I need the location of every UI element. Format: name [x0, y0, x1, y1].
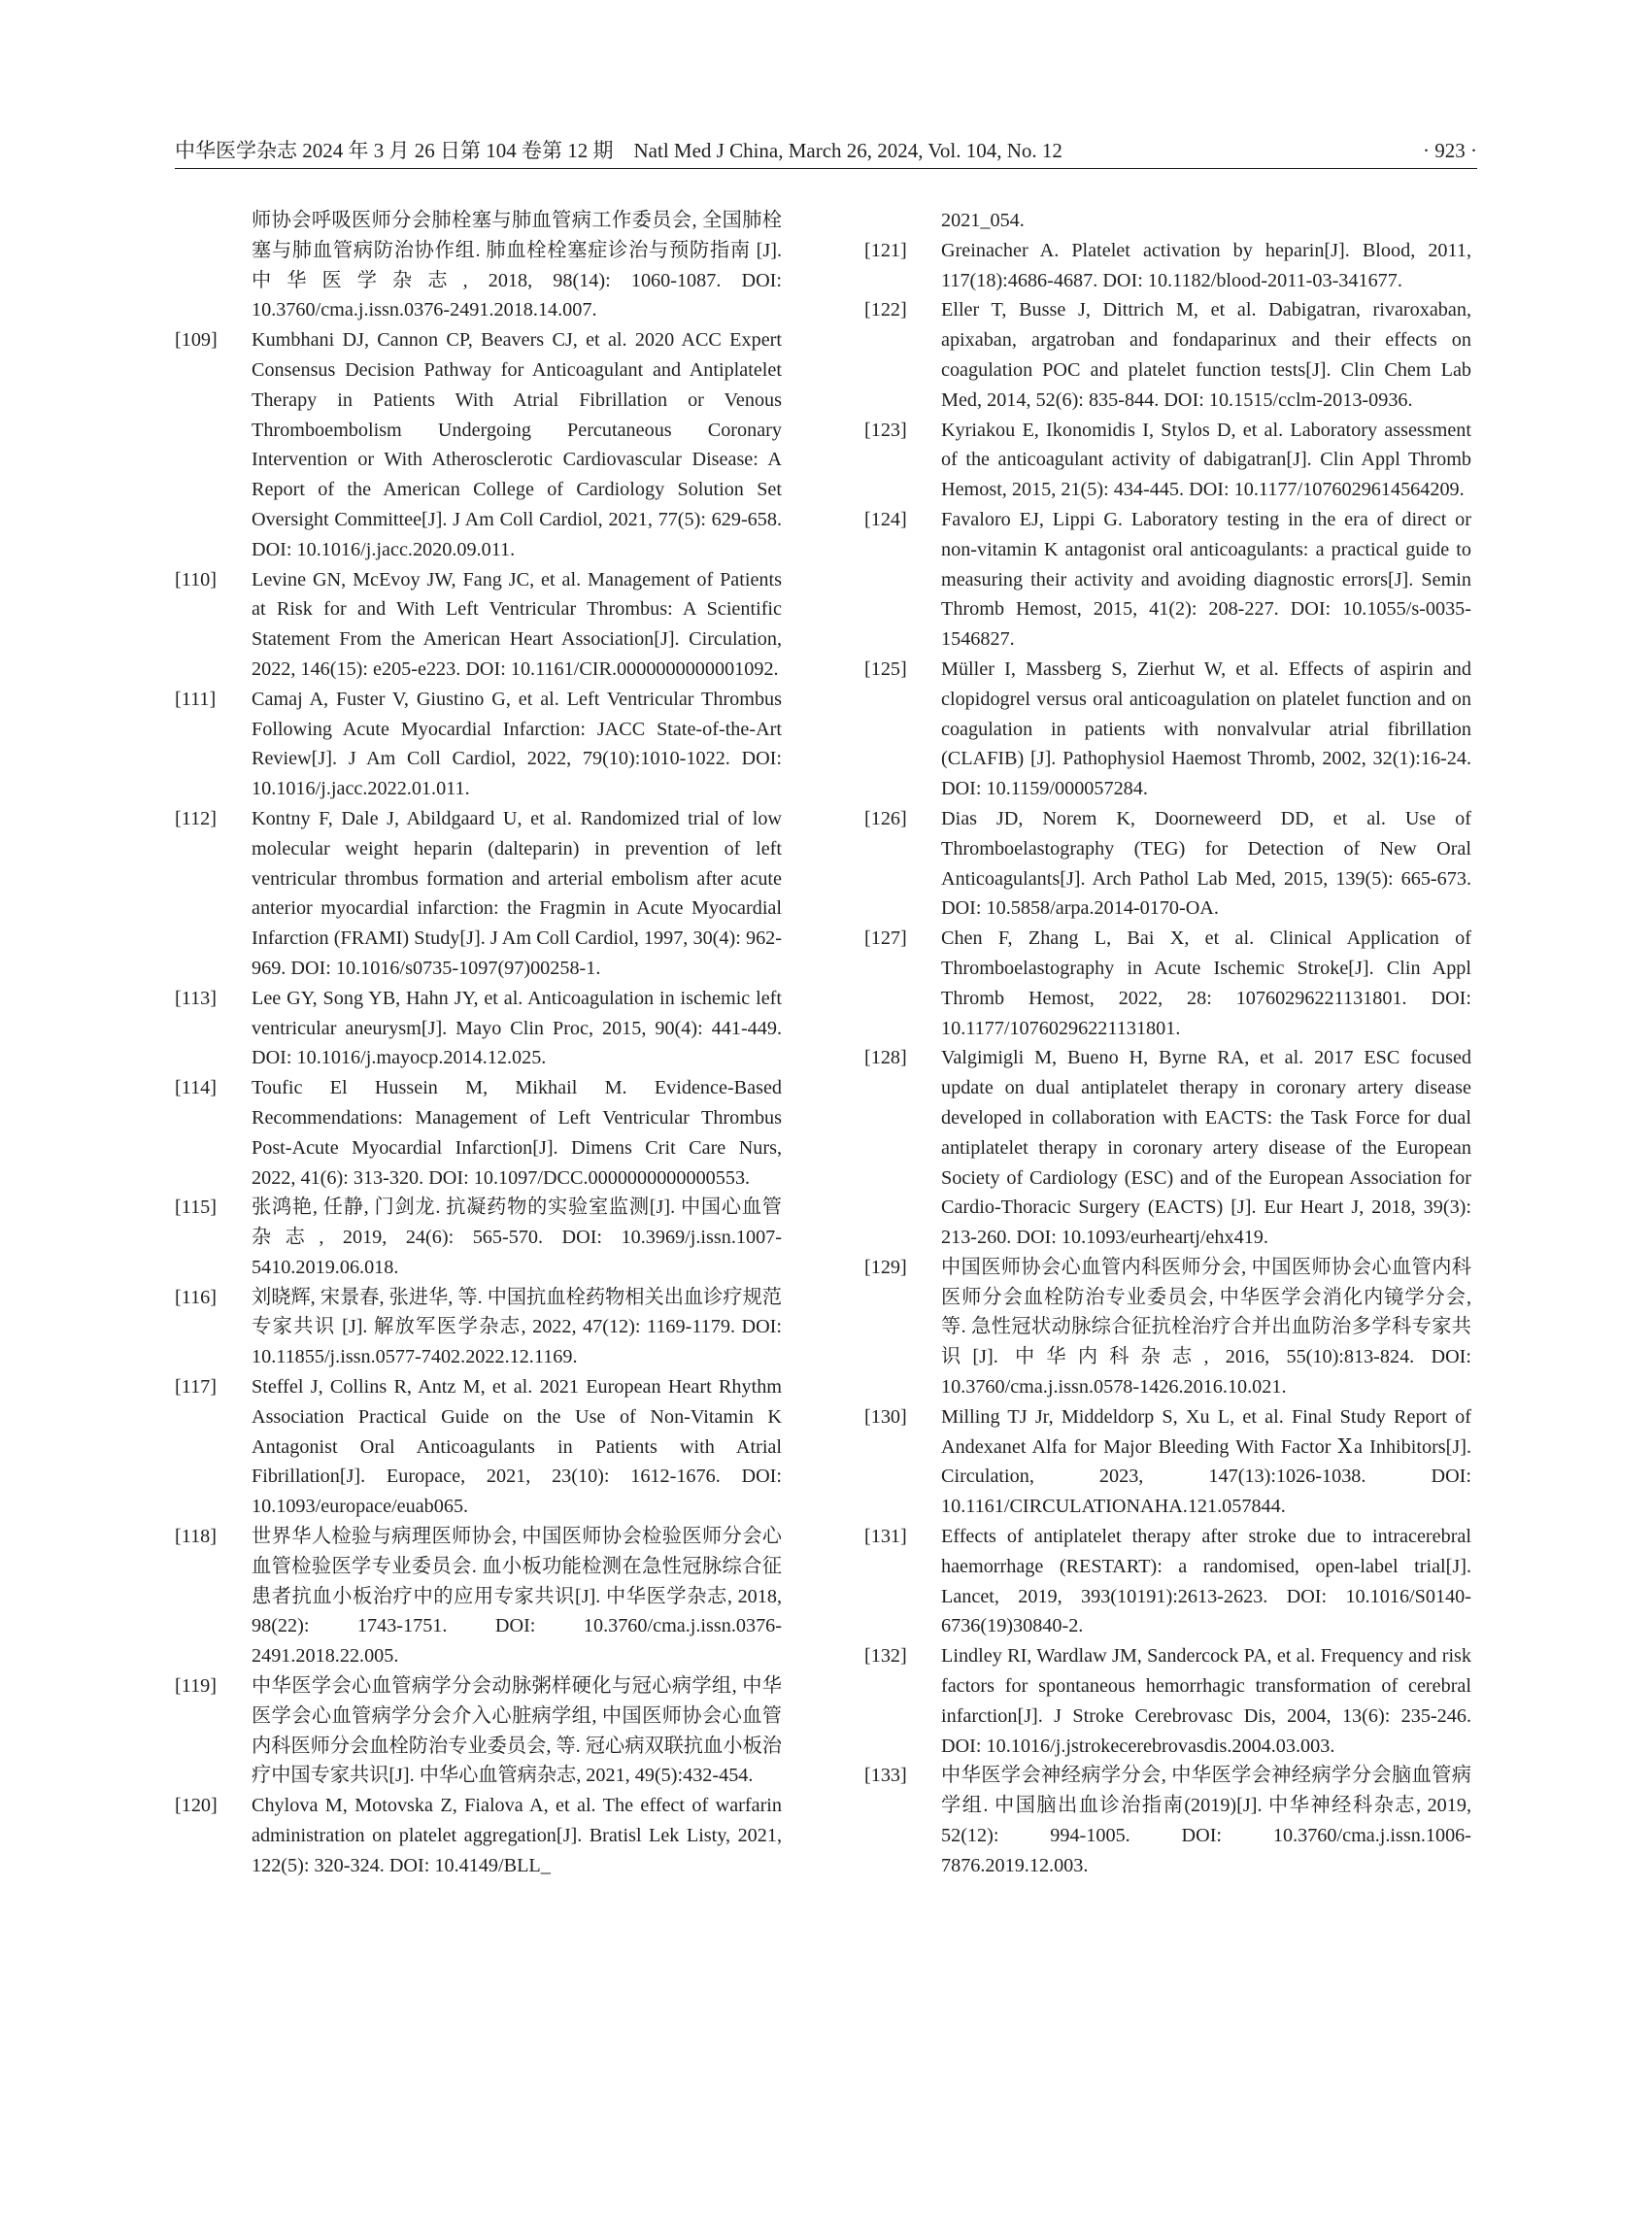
reference-number: [114]: [175, 1077, 217, 1099]
reference-number: [125]: [864, 657, 907, 680]
reference-entry: [175, 1372, 782, 1522]
reference-number: [120]: [175, 1795, 218, 1817]
page-number: · 923 ·: [1423, 139, 1477, 162]
reference-text: Kumbhani DJ, Cannon CP, Beavers CJ, et al. 2020 ACC Expert Consensus Decision Pathway for Anticoagulant and Antiplatelet Therapy in Patients With Atrial Fibrillation or Venous Thromboembolism Undergoing Percutaneous Coronary Intervention or With Atherosclerotic Cardiovascular Disease: A Report of the American College of Cardiology Solution Set Oversight Committee[J]. J Am Coll Cardiol, 2021, 77(5): 629-658. DOI: 10.1016/j.jacc.2020.09.011.: [252, 329, 782, 560]
reference-entry: [175, 1283, 782, 1372]
reference-entry: [864, 236, 1471, 296]
running-header: [175, 132, 1477, 167]
reference-text: Kyriakou E, Ikonomidis I, Stylos D, et al. Laboratory assessment of the anticoagulant activity of dabigatran[J]. Clin Appl Thromb Hemost, 2015, 21(5): 434-445. DOI: 10.1177/1076029614564209.: [941, 419, 1471, 501]
reference-entry: [864, 1641, 1471, 1761]
reference-entry: [864, 416, 1471, 505]
reference-text: 中国医师协会心血管内科医师分会, 中国医师协会心血管内科医师分会血栓防治专业委员会, 中华医学会消化内镜学分会, 等. 急性冠状动脉综合征抗栓治疗合并出血防治多学科专家共识[J]. 中华内科杂志, 2016, 55(10):813-824. DOI: 10.3760/cma.j.issn.0578-1426.2016.10.021.: [941, 1256, 1471, 1399]
reference-number: [128]: [864, 1047, 907, 1069]
reference-entry: [175, 565, 782, 685]
reference-number: [117]: [175, 1376, 217, 1399]
reference-text: Milling TJ Jr, Middeldorp S, Xu L, et al. Final Study Report of Andexanet Alfa for Major Bleeding With Factor Ⅹa Inhibitors[J]. Circulation, 2023, 147(13):1026-1038. DOI: 10.1161/CIRCULATIONAHA.121.057844.: [941, 1405, 1471, 1518]
reference-entry: [864, 924, 1471, 1043]
reference-number: [118]: [175, 1526, 217, 1548]
reference-number: [111]: [175, 688, 217, 710]
reference-number: [131]: [864, 1526, 907, 1548]
reference-entry: [864, 505, 1471, 655]
reference-entry: [175, 1522, 782, 1671]
reference-text: Valgimigli M, Bueno H, Byrne RA, et al. 2017 ESC focused update on dual antiplatelet therapy in coronary artery disease developed in collaboration with EACTS: the Task Force for dual antiplatelet therapy in coronary artery disease of the European Society of Cardiology (ESC) and of the European Association for Cardio-Thoracic Surgery (EACTS) [J]. Eur Heart J, 2018, 39(3): 213-260. DOI: 10.1093/eurheartj/ehx419.: [941, 1047, 1471, 1249]
reference-number: [129]: [864, 1256, 907, 1278]
reference-continuation: [864, 206, 1471, 236]
reference-text: Levine GN, McEvoy JW, Fang JC, et al. Management of Patients at Risk for and With Left Ventricular Thrombus: A Scientific Statement From the American Heart Association[J]. Circulation, 2022, 146(15): e205-e223. DOI: 10.1161/CIR.0000000000001092.: [252, 568, 782, 680]
reference-text: Lee GY, Song YB, Hahn JY, et al. Anticoagulation in ischemic left ventricular aneurysm[J]. Mayo Clin Proc, 2015, 90(4): 441-449. DOI: 10.1016/j.mayocp.2014.12.025.: [252, 987, 782, 1069]
references-left-column: [175, 206, 782, 1881]
reference-text: 师协会呼吸医师分会肺栓塞与肺血管病工作委员会, 全国肺栓塞与肺血管病防治协作组. 肺血栓栓塞症诊治与预防指南 [J]. 中华医学杂志, 2018, 98(14): 1060-1087. DOI: 10.3760/cma.j.issn.0376-2491.2018.14.007.: [252, 210, 782, 321]
reference-number: [119]: [175, 1675, 217, 1698]
header-rule: [175, 168, 1477, 169]
reference-entry: [175, 1671, 782, 1791]
reference-number: [115]: [175, 1197, 217, 1219]
reference-entry: [864, 1043, 1471, 1253]
reference-text: Greinacher A. Platelet activation by heparin[J]. Blood, 2011, 117(18):4686-4687. DOI: 10.1182/blood-2011-03-341677.: [941, 239, 1471, 291]
reference-text: 刘晓辉, 宋景春, 张进华, 等. 中国抗血栓药物相关出血诊疗规范专家共识 [J]. 解放军医学杂志, 2022, 47(12): 1169-1179. DOI: 10.11855/j.issn.0577-7402.2022.12.1169.: [252, 1286, 782, 1368]
reference-number: [127]: [864, 927, 907, 950]
reference-text: Favaloro EJ, Lippi G. Laboratory testing in the era of direct or non-vitamin K antagonist oral anticoagulants: a practical guide to measuring their activity and avoiding diagnostic errors[J]. Semin Thromb Hemost, 2015, 41(2): 208-227. DOI: 10.1055/s-0035-1546827.: [941, 508, 1471, 651]
reference-number: [112]: [175, 807, 217, 829]
reference-number: [121]: [864, 239, 907, 261]
reference-text: Effects of antiplatelet therapy after stroke due to intracerebral haemorrhage (RESTART): a randomised, open-label trial[J]. Lancet, 2019, 393(10191):2613-2623. DOI: 10.1016/S0140-6736(19)30840-2.: [941, 1526, 1471, 1637]
reference-text: Lindley RI, Wardlaw JM, Sandercock PA, et al. Frequency and risk factors for spontaneous hemorrhagic transformation of cerebral infarction[J]. J Stroke Cerebrovasc Dis, 2004, 13(6): 235-246. DOI: 10.1016/j.jstrokecerebrovasdis.2004.03.003.: [941, 1645, 1471, 1757]
reference-text: Steffel J, Collins R, Antz M, et al. 2021 European Heart Rhythm Association Practical Guide on the Use of Non-Vitamin K Antagonist Oral Anticoagulants in Patients with Atrial Fibrillation[J]. Europace, 2021, 23(10): 1612-1676. DOI: 10.1093/europace/euab065.: [252, 1376, 782, 1518]
reference-number: [122]: [864, 299, 907, 321]
reference-continuation: [175, 206, 782, 325]
reference-number: [126]: [864, 807, 907, 829]
reference-entry: [175, 1073, 782, 1193]
reference-entry: [175, 804, 782, 984]
reference-text: 2021_054.: [941, 210, 1025, 231]
reference-entry: [175, 685, 782, 804]
reference-entry: [864, 655, 1471, 804]
reference-number: [123]: [864, 419, 907, 441]
reference-entry: [175, 325, 782, 564]
reference-text: Eller T, Busse J, Dittrich M, et al. Dabigatran, rivaroxaban, apixaban, argatroban and fondaparinux and their effects on coagulation POC and platelet function tests[J]. Clin Chem Lab Med, 2014, 52(6): 835-844. DOI: 10.1515/cclm-2013-0936.: [941, 299, 1471, 411]
reference-text: Camaj A, Fuster V, Giustino G, et al. Left Ventricular Thrombus Following Acute Myocardial Infarction: JACC State-of-the-Art Review[J]. J Am Coll Cardiol, 2022, 79(10):1010-1022. DOI: 10.1016/j.jacc.2022.01.011.: [252, 688, 782, 800]
journal-citation: 中华医学杂志 2024 年 3 月 26 日第 104 卷第 12 期 Natl Med J China, March 26, 2024, Vol. 104, No. 12: [175, 139, 1062, 162]
reference-entry: [864, 1253, 1471, 1402]
reference-entry: [864, 804, 1471, 924]
reference-number: [116]: [175, 1286, 217, 1308]
reference-entry: [864, 1522, 1471, 1641]
reference-number: [124]: [864, 508, 907, 530]
reference-text: 中华医学会心血管病学分会动脉粥样硬化与冠心病学组, 中华医学会心血管病学分会介入心脏病学组, 中国医师协会心血管内科医师分会血栓防治专业委员会, 等. 冠心病双联抗血小板治疗中国专家共识[J]. 中华心血管病杂志, 2021, 49(5):432-454.: [252, 1675, 782, 1787]
reference-number: [130]: [864, 1405, 907, 1428]
reference-text: 世界华人检验与病理医师协会, 中国医师协会检验医师分会心血管检验医学专业委员会. 血小板功能检测在急性冠脉综合征患者抗血小板治疗中的应用专家共识[J]. 中华医学杂志, 2018, 98(22): 1743-1751. DOI: 10.3760/cma.j.issn.0376-2491.2018.22.005.: [252, 1526, 782, 1668]
reference-number: [113]: [175, 987, 217, 1009]
reference-number: [110]: [175, 568, 217, 590]
reference-entry: [175, 984, 782, 1073]
references-right-column: [864, 206, 1471, 1881]
reference-entry: [864, 1761, 1471, 1880]
reference-entry: [864, 295, 1471, 415]
reference-number: [132]: [864, 1645, 907, 1668]
reference-entry: [864, 1402, 1471, 1522]
reference-text: 中华医学会神经病学分会, 中华医学会神经病学分会脑血管病学组. 中国脑出血诊治指南(2019)[J]. 中华神经科杂志, 2019, 52(12): 994-1005. DOI: 10.3760/cma.j.issn.1006-7876.2019.12.003.: [941, 1765, 1471, 1876]
reference-text: 张鸿艳, 任静, 门剑龙. 抗凝药物的实验室监测[J]. 中国心血管杂志, 2019, 24(6): 565-570. DOI: 10.3969/j.issn.1007-5410.2019.06.018.: [252, 1197, 782, 1278]
reference-text: Müller I, Massberg S, Zierhut W, et al. Effects of aspirin and clopidogrel versus oral anticoagulation on platelet function and on coagulation in patients with nonvalvular atrial fibrillation (CLAFIB) [J]. Pathophysiol Haemost Thromb, 2002, 32(1):16-24. DOI: 10.1159/000057284.: [941, 657, 1471, 800]
reference-number: [133]: [864, 1765, 907, 1787]
reference-text: Chen F, Zhang L, Bai X, et al. Clinical Application of Thromboelastography in Acute Ischemic Stroke[J]. Clin Appl Thromb Hemost, 2022, 28: 10760296221131801. DOI: 10.1177/10760296221131801.: [941, 927, 1471, 1039]
reference-text: Toufic El Hussein M, Mikhail M. Evidence-Based Recommendations: Management of Left Ventricular Thrombus Post-Acute Myocardial Infarction[J]. Dimens Crit Care Nurs, 2022, 41(6): 313-320. DOI: 10.1097/DCC.0000000000000553.: [252, 1077, 782, 1189]
reference-text: Kontny F, Dale J, Abildgaard U, et al. Randomized trial of low molecular weight heparin (dalteparin) in prevention of left ventricular thrombus formation and arterial embolism after acute anterior myocardial infarction: the Fragmin in Acute Myocardial Infarction (FRAMI) Study[J]. J Am Coll Cardiol, 1997, 30(4): 962-969. DOI: 10.1016/s0735-1097(97)00258-1.: [252, 807, 782, 979]
reference-text: Dias JD, Norem K, Doorneweerd DD, et al. Use of Thromboelastography (TEG) for Detection of New Oral Anticoagulants[J]. Arch Pathol Lab Med, 2015, 139(5): 665-673. DOI: 10.5858/arpa.2014-0170-OA.: [941, 807, 1471, 920]
reference-entry: [175, 1193, 782, 1282]
reference-number: [109]: [175, 329, 218, 352]
reference-entry: [175, 1791, 782, 1880]
reference-text: Chylova M, Motovska Z, Fialova A, et al. The effect of warfarin administration on platelet aggregation[J]. Bratisl Lek Listy, 2021, 122(5): 320-324. DOI: 10.4149/BLL_: [252, 1795, 782, 1876]
